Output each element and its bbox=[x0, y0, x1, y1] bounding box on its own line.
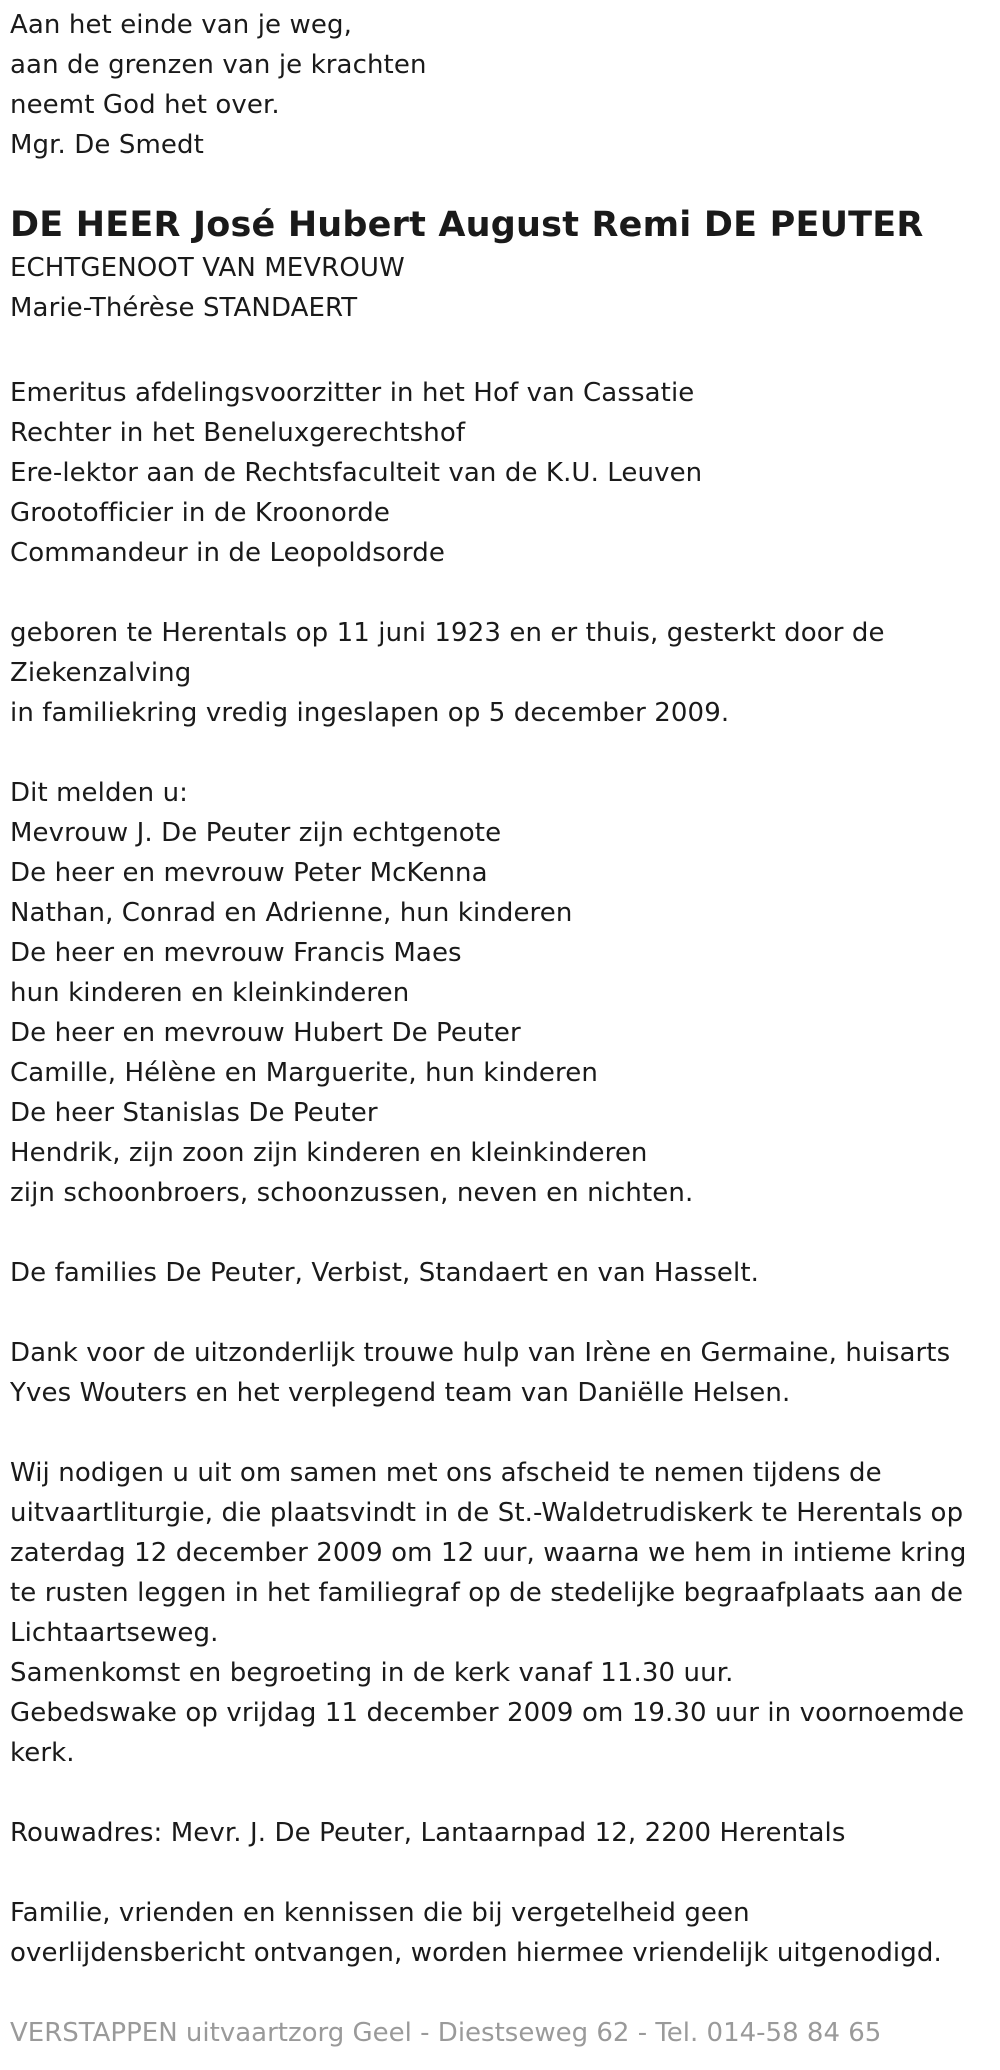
announce-intro: Dit melden u: bbox=[10, 778, 189, 808]
verse-line: neemt God het over. bbox=[10, 90, 280, 120]
paragraph-line: in familiekring vredig ingeslapen op 5 december 2009. bbox=[10, 698, 730, 728]
birth-death-paragraph bbox=[10, 613, 885, 733]
verse-attribution: Mgr. De Smedt bbox=[10, 130, 204, 160]
paragraph-line: Gebedswake op vrijdag 11 december 2009 om 19.30 uur in voornoemde bbox=[10, 1698, 965, 1728]
paragraph-line: overlijdensbericht ontvangen, worden hiermee vriendelijk uitgenodigd. bbox=[10, 1938, 942, 1968]
deceased-name: DE HEER José Hubert August Remi DE PEUTER bbox=[10, 205, 924, 245]
role-item: Commandeur in de Leopoldsorde bbox=[10, 538, 445, 568]
family-member: Hendrik, zijn zoon zijn kinderen en kleinkinderen bbox=[10, 1138, 648, 1168]
announcing-family-list bbox=[10, 773, 693, 1213]
paragraph-line: zaterdag 12 december 2009 om 12 uur, waarna we hem in intieme kring bbox=[10, 1538, 967, 1568]
family-member: De heer Stanislas De Peuter bbox=[10, 1098, 378, 1128]
family-member: Mevrouw J. De Peuter zijn echtgenote bbox=[10, 818, 502, 848]
closing-paragraph bbox=[10, 1893, 942, 1973]
family-member: De heer en mevrouw Peter McKenna bbox=[10, 858, 488, 888]
role-item: Rechter in het Beneluxgerechtshof bbox=[10, 418, 466, 448]
family-member: Nathan, Conrad en Adrienne, hun kinderen bbox=[10, 898, 573, 928]
family-member: hun kinderen en kleinkinderen bbox=[10, 978, 410, 1008]
roles-list bbox=[10, 373, 702, 573]
funeral-details bbox=[10, 1453, 967, 1773]
paragraph-line: Ziekenzalving bbox=[10, 658, 192, 688]
spouse-name: Marie-Thérèse STANDAERT bbox=[10, 293, 358, 323]
families-line bbox=[10, 1253, 759, 1293]
role-item: Emeritus afdelingsvoorzitter in het Hof van Cassatie bbox=[10, 378, 695, 408]
paragraph-line: geboren te Herentals op 11 juni 1923 en er thuis, gesterkt door de bbox=[10, 618, 885, 648]
families-text: De families De Peuter, Verbist, Standaert en van Hasselt. bbox=[10, 1258, 759, 1288]
family-member: zijn schoonbroers, schoonzussen, neven en nichten. bbox=[10, 1178, 694, 1208]
verse-line: Aan het einde van je weg, bbox=[10, 10, 352, 40]
paragraph-line: Yves Wouters en het verplegend team van Daniëlle Helsen. bbox=[10, 1378, 791, 1408]
paragraph-line: Samenkomst en begroeting in de kerk vanaf 11.30 uur. bbox=[10, 1658, 734, 1688]
deceased-header bbox=[10, 202, 924, 328]
paragraph-line: kerk. bbox=[10, 1738, 75, 1768]
spouse-line: ECHTGENOOT VAN MEVROUW bbox=[10, 253, 405, 283]
paragraph-line: Lichtaartseweg. bbox=[10, 1618, 219, 1648]
paragraph-line: Wij nodigen u uit om samen met ons afscheid te nemen tijdens de bbox=[10, 1458, 882, 1488]
footer-text: VERSTAPPEN uitvaartzorg Geel - Diestseweg 62 - Tel. 014-58 84 65 bbox=[10, 2018, 882, 2048]
role-item: Ere-lektor aan de Rechtsfaculteit van de K.U. Leuven bbox=[10, 458, 703, 488]
paragraph-line: Dank voor de uitzonderlijk trouwe hulp van Irène en Germaine, huisarts bbox=[10, 1338, 951, 1368]
family-member: De heer en mevrouw Hubert De Peuter bbox=[10, 1018, 521, 1048]
address-text: Rouwadres: Mevr. J. De Peuter, Lantaarnpad 12, 2200 Herentals bbox=[10, 1818, 846, 1848]
role-item: Grootofficier in de Kroonorde bbox=[10, 498, 390, 528]
mourning-address bbox=[10, 1813, 845, 1853]
verse-line: aan de grenzen van je krachten bbox=[10, 50, 427, 80]
memorial-verse bbox=[10, 5, 427, 165]
family-member: De heer en mevrouw Francis Maes bbox=[10, 938, 462, 968]
paragraph-line: te rusten leggen in het familiegraf op de stedelijke begraafplaats aan de bbox=[10, 1578, 964, 1608]
thanks-paragraph bbox=[10, 1333, 950, 1413]
paragraph-line: Familie, vrienden en kennissen die bij vergetelheid geen bbox=[10, 1898, 750, 1928]
funeral-home-footer bbox=[10, 2013, 881, 2053]
paragraph-line: uitvaartliturgie, die plaatsvindt in de St.-Waldetrudiskerk te Herentals op bbox=[10, 1498, 964, 1528]
family-member: Camille, Hélène en Marguerite, hun kinderen bbox=[10, 1058, 598, 1088]
